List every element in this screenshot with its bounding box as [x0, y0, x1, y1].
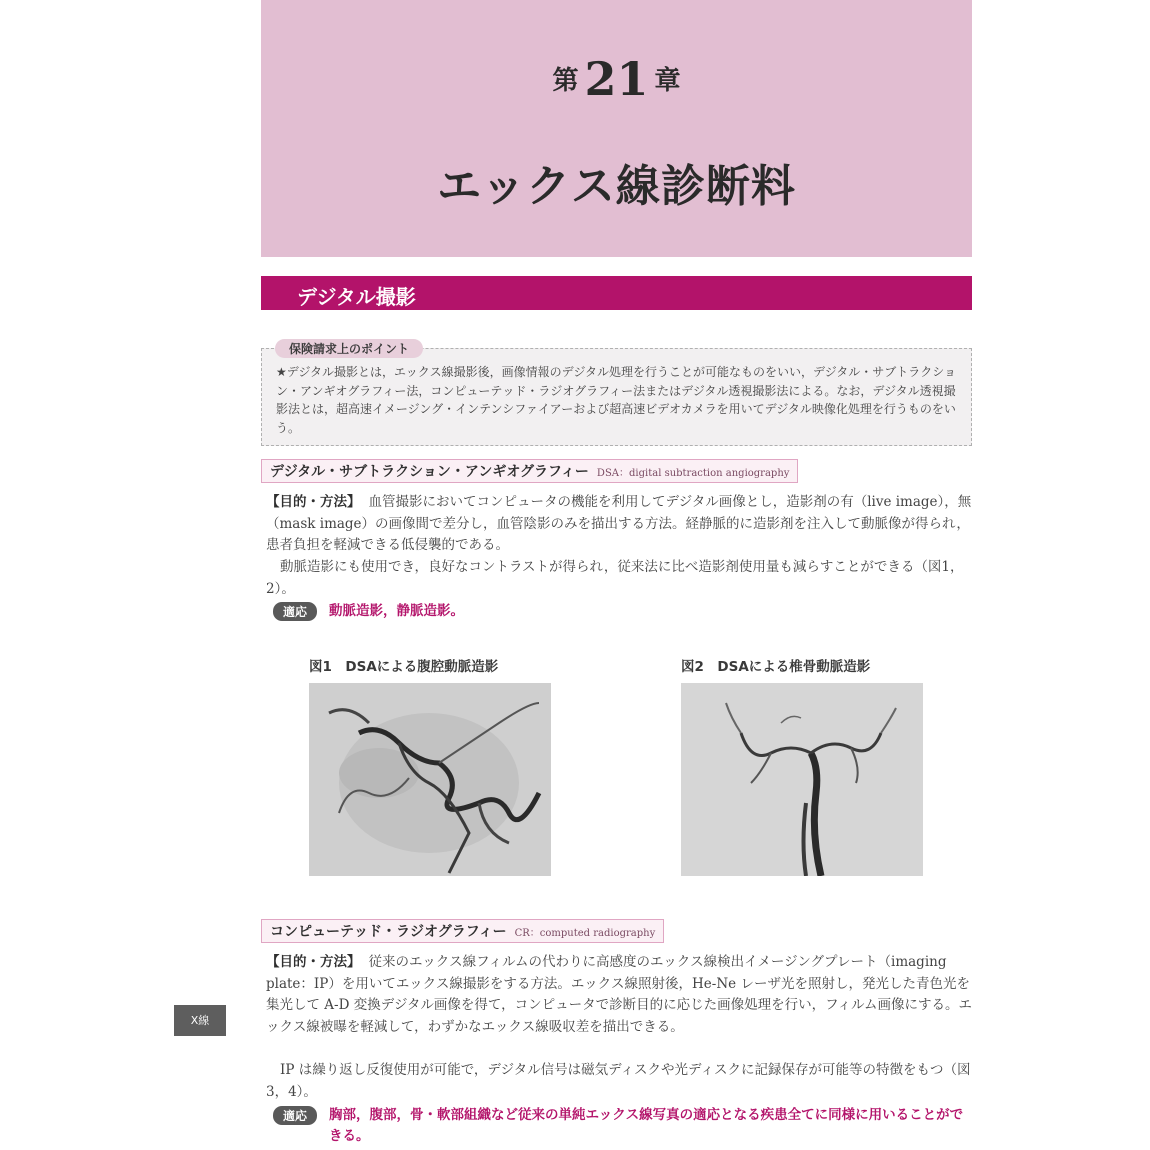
points-text: ★デジタル撮影とは，エックス線撮影後，画像情報のデジタル処理を行うことが可能なものをいい，デジタル・サブトラクション・アンギオグラフィー法，コンピューテッド・ラジオグラフィー法またはデジタル透視撮影法による。なお，デジタル透視撮影法とは，超高速イメージング・インテンシファイアーおよび超高速ビデオカメラを用いてデジタル映像化処理を行うものをいう。 [276, 365, 957, 435]
cr-english: CR：computed radiography [514, 927, 656, 939]
cr-indication-text: 胸部，腹部，骨・軟部組織など従来の単純エックス線写真の適応となる疾患全てに同様に用いることができる。 [329, 1107, 964, 1144]
section-bar [261, 276, 972, 310]
chapter-number-value: 21 [584, 52, 649, 106]
dsa-purpose-text2: 動脈造影にも使用でき，良好なコントラストが得られ，従来法に比べ造影剤使用量も減らすことができる（図1，2）。 [266, 559, 964, 597]
cr-purpose-label: 【目的・方法】 [266, 954, 361, 970]
dsa-header [261, 459, 798, 483]
chapter-header [261, 0, 972, 257]
figure-1-caption: 図1 DSAによる腹腔動脈造影 [309, 659, 499, 675]
chapter-suffix: 章 [654, 66, 681, 96]
figure-2-image [681, 683, 923, 876]
chapter-prefix: 第 [552, 66, 579, 96]
cr-title: コンピューテッド・ラジオグラフィー [270, 924, 507, 940]
section-title: デジタル撮影 [297, 285, 416, 309]
dsa-title: デジタル・サブトラクション・アンギオグラフィー [270, 464, 589, 480]
cr-purpose [266, 952, 972, 1038]
cr-purpose-text: 従来のエックス線フィルムの代わりに高感度のエックス線検出イメージングプレート（imaging plate：IP）を用いてエックス線撮影をする方法。エックス線照射後，He-Ne レーザ光を照射し，発光した青色光を集光して A-D 変換デジタル画像を得て，コンピュータで診断目的に応じた画像処理を行い，フィルム画像にする。エックス線被曝を軽減して，わずかなエックス線吸収差を描出できる。 [266, 954, 973, 1035]
dsa-purpose-text: 血管撮影においてコンピュータの機能を利用してデジタル画像とし，造影剤の有（live image），無（mask image）の画像間で差分し，血管陰影のみを描出する方法。経静脈的に造影剤を注入して動脈像が得られ，患者負担を軽減できる低侵襲的である。 [266, 494, 972, 553]
points-label: 保険請求上のポイント [275, 339, 423, 358]
figure-1-image [309, 683, 551, 876]
cr-indication-badge: 適応 [273, 1106, 317, 1125]
dsa-purpose [266, 492, 972, 557]
figure-2-caption: 図2 DSAによる椎骨動脈造影 [681, 659, 871, 675]
dsa-english: DSA：digital subtraction angiography [596, 467, 790, 479]
cr-indication [273, 1105, 971, 1147]
side-tab: X線 [174, 1005, 226, 1036]
dsa-indication-text: 動脈造影，静脈造影。 [329, 603, 465, 619]
chapter-number [261, 52, 972, 106]
dsa-purpose-label: 【目的・方法】 [266, 494, 361, 510]
cr-header [261, 919, 664, 943]
dsa-indication [273, 601, 464, 622]
dsa-indication-badge: 適応 [273, 602, 317, 621]
chapter-title: エックス線診断料 [437, 161, 796, 212]
cr-purpose-text2: IP は繰り返し反復使用が可能で，デジタル信号は磁気ディスクや光ディスクに記録保存が可能等の特徴をもつ（図3，4）。 [266, 1062, 971, 1100]
